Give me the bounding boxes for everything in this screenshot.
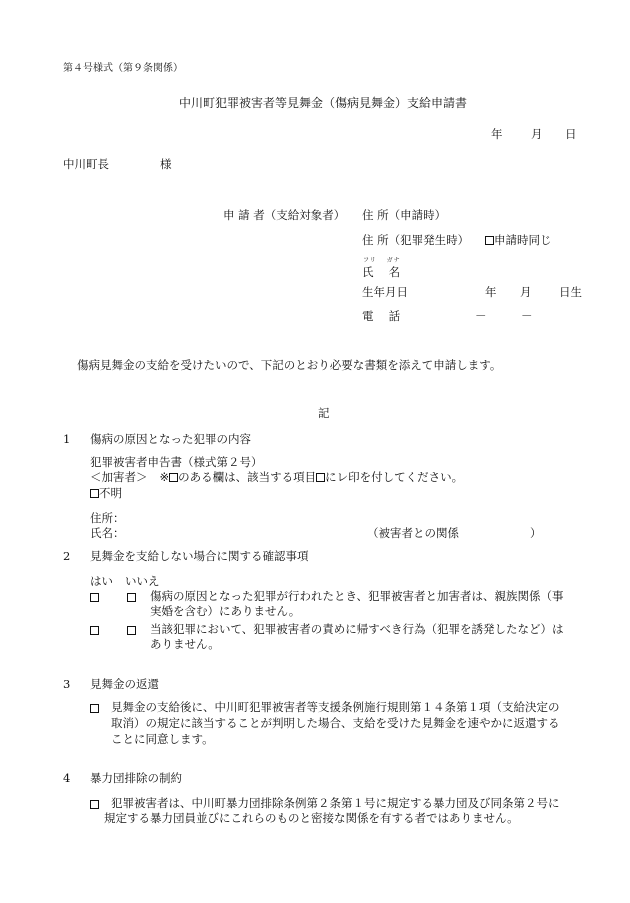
item2-text-line1: 当該犯罪において、犯罪被害者の責めに帰すべき行為（犯罪を誘発したなど）は (150, 622, 564, 636)
section3-number: 3 (63, 677, 71, 691)
section3-text-line1: 見舞金の支給後に、中川町犯罪被害者等支援条例施行規則第１４条第１項（支給決定の (111, 700, 560, 714)
note-text: のある欄は、該当する項目 (178, 470, 317, 484)
name-label: 氏 名 (362, 265, 401, 279)
name-furigana-label: フリ ガナ (363, 257, 401, 264)
perpetrator-label: ＜加害者＞ (90, 470, 148, 484)
refund-consent-checkbox[interactable] (90, 701, 99, 715)
victim-report-reference: 犯罪被害者申告書（様式第２号） (90, 455, 263, 469)
addressee: 中川町長 (63, 157, 109, 171)
address-at-crime-label: 住 所（犯罪発生時） (362, 233, 470, 247)
item1-text-line2: 実婚を含む）にありません。 (150, 604, 301, 618)
item2-no-checkbox[interactable] (127, 623, 136, 637)
checkbox[interactable] (90, 489, 99, 498)
checkbox[interactable] (90, 626, 99, 635)
section4-title: 暴力団排除の制約 (90, 771, 182, 785)
item1-yes-checkbox[interactable] (90, 590, 99, 604)
perpetrator-name-label: 氏名： (90, 526, 125, 540)
birthdate-label: 生年月日 (362, 285, 408, 299)
phone-separator: － (521, 309, 533, 323)
perpetrator-address-label: 住所： (90, 511, 125, 525)
checkbox-symbol (169, 473, 178, 482)
section2-title: 見舞金を支給しない場合に関する確認事項 (90, 549, 309, 563)
section4-text-line2: 規定する暴力団員並びにこれらのものと密接な関係を有する者ではありません。 (104, 811, 519, 825)
birth-month-label: 月 (520, 285, 532, 299)
section1-number: 1 (63, 432, 71, 446)
birth-year-label: 年 (485, 285, 497, 299)
relation-label: （被害者との関係 (367, 526, 459, 540)
item1-text-line1: 傷病の原因となった犯罪が行われたとき、犯罪被害者と加害者は、親族関係（事 (150, 589, 564, 603)
checkbox[interactable] (90, 704, 99, 713)
same-as-application-label: 申請時同じ (494, 233, 552, 247)
applicant-role-label: 申 請 者（支給対象者） (223, 208, 346, 222)
same-as-application-option[interactable] (485, 233, 552, 247)
gang-exclusion-checkbox[interactable] (90, 797, 99, 811)
phone-separator: － (475, 309, 487, 323)
checkbox[interactable] (485, 236, 494, 245)
date-month-label: 月 (531, 127, 543, 141)
checkbox-symbol (316, 473, 325, 482)
section4-text-line1: 犯罪被害者は、中川町暴力団排除条例第２条第１号に規定する暴力団及び同条第２号に (111, 796, 560, 810)
section2-number: 2 (63, 549, 71, 563)
perpetrator-note (90, 470, 463, 484)
item2-yes-checkbox[interactable] (90, 623, 99, 637)
checkbox[interactable] (127, 626, 136, 635)
section4-number: 4 (63, 771, 71, 785)
no-header: いいえ (125, 574, 160, 588)
unknown-label: 不明 (99, 486, 122, 500)
section3-text-line3: ことに同意します。 (111, 732, 214, 746)
address-at-application-label: 住 所（申請時） (362, 208, 447, 222)
intro-text: 傷病見舞金の支給を受けたいので、下記のとおり必要な書類を添えて申請します。 (77, 358, 502, 372)
note-mark: ※ (159, 470, 170, 484)
form-number: 第４号様式（第９条関係） (63, 63, 183, 74)
yes-header: はい (90, 574, 113, 588)
checkbox[interactable] (90, 800, 99, 809)
date-year-label: 年 (491, 127, 503, 141)
section3-title: 見舞金の返還 (90, 677, 159, 691)
item1-no-checkbox[interactable] (127, 590, 136, 604)
item2-text-line2: ありません。 (150, 637, 220, 651)
ki-heading: 記 (318, 406, 330, 420)
document-title: 中川町犯罪被害者等見舞金（傷病見舞金）支給申請書 (179, 96, 468, 110)
birth-day-label: 日生 (559, 285, 582, 299)
date-day-label: 日 (565, 127, 577, 141)
unknown-option[interactable] (90, 486, 122, 500)
section1-title: 傷病の原因となった犯罪の内容 (90, 432, 251, 446)
honorific: 様 (160, 157, 172, 171)
relation-close: ） (530, 526, 542, 540)
checkbox[interactable] (127, 593, 136, 602)
phone-label: 電 話 (362, 309, 401, 323)
checkbox[interactable] (90, 593, 99, 602)
note-text-end: にレ印を付してください。 (325, 470, 464, 484)
section3-text-line2: 取消）の規定に該当することが判明した場合、支給を受けた見舞金を速やかに返還する (111, 716, 560, 730)
